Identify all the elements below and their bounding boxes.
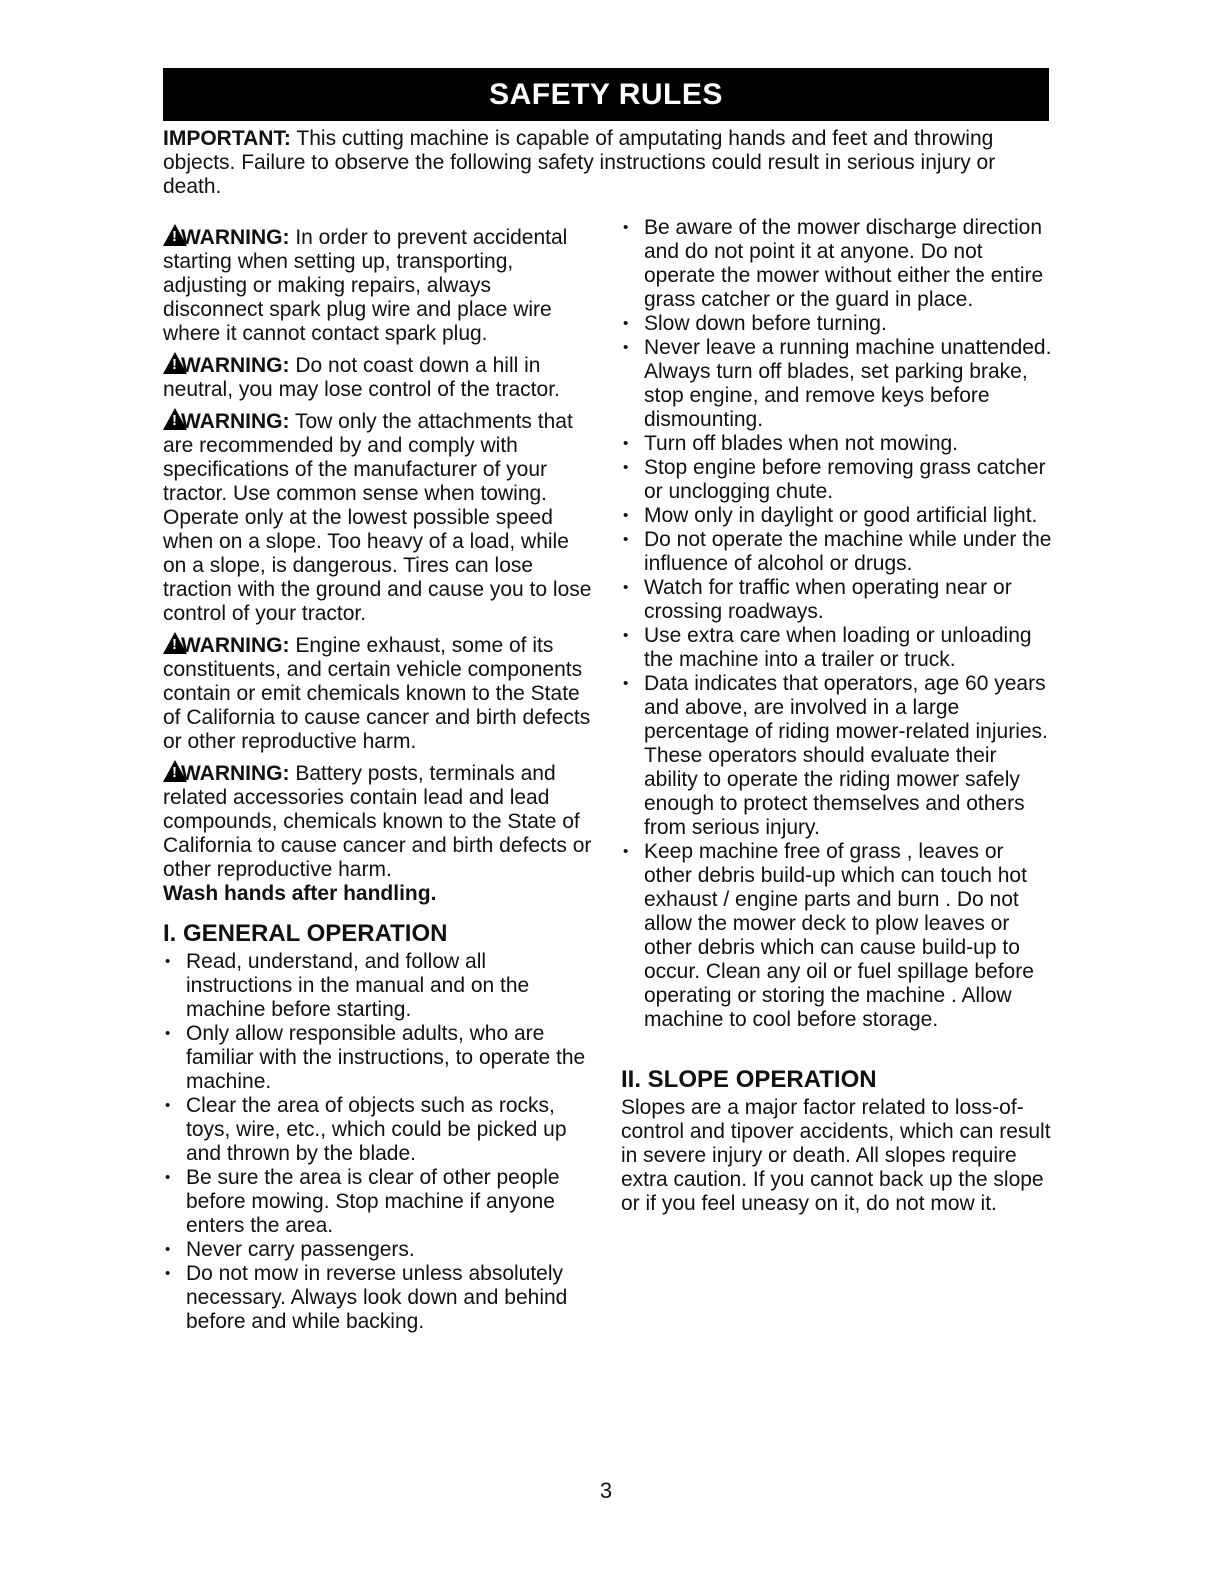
warning-label: WARNING: (181, 354, 290, 377)
warning-label: WARNING: (181, 410, 290, 433)
slope-operation-text: Slopes are a major factor related to loss-of-control and tipover accidents, which can result in severe injury or death. All slopes require extra caution. If you cannot back up the slope or if you feel uneasy on it, do not mow it. (621, 1096, 1051, 1215)
warning-text: Tow only the attachments that are recommended by and comply with specifications of the manufacturer of your tractor. Use common sense when towing. Operate only at the lowest possible speed when on a slope. Too heavy of a load, while on a slope, is dangerous. Tires can lose traction with the ground and cause you to lose control of your tractor. (163, 410, 592, 625)
page-number: 3 (599, 1478, 613, 1503)
list-item: • Clear the area of objects such as rocks, toys, wire, etc., which could be picked up and thrown by the blade. (163, 1094, 595, 1166)
warning-block (163, 352, 595, 402)
list-item: • Do not mow in reverse unless absolutely necessary. Always look down and behind before and while backing. (163, 1262, 595, 1334)
warning-label: WARNING: (181, 634, 290, 657)
list-item: • Use extra care when loading or unloading the machine into a trailer or truck. (621, 624, 1053, 672)
warning-block (163, 760, 595, 906)
warning-text: Do not coast down a hill in neutral, you may lose control of the tractor. (163, 354, 560, 401)
list-item: • Be aware of the mower discharge direction and do not point it at anyone. Do not operate the mower without either the entire grass catcher or the guard in place. (621, 216, 1053, 312)
page-title-bar (163, 68, 1049, 121)
wash-hands-notice: Wash hands after handling. (163, 882, 437, 905)
warning-text: Engine exhaust, some of its constituents, and certain vehicle components contain or emit chemicals known to the State of California to cause cancer and birth defects or other reproductive harm. (163, 634, 591, 753)
warning-label: WARNING: (181, 226, 290, 249)
right-column (621, 216, 1053, 1216)
warning-block (163, 224, 595, 346)
warning-triangle-icon: ! (163, 352, 187, 374)
list-item: • Keep machine free of grass , leaves or other debris build-up which can touch hot exhaust / engine parts and burn . Do not allow the mower deck to plow leaves or other debris which can cause build-up to occur. Clean any oil or fuel spillage before operating or storing the machine . Allow machine to cool before storage. (621, 840, 1053, 1032)
warning-block (163, 408, 595, 626)
list-item: • Stop engine before removing grass catcher or unclogging chute. (621, 456, 1053, 504)
warning-label: WARNING: (181, 762, 290, 785)
list-item: • Never carry passengers. (163, 1238, 595, 1262)
safety-list (621, 216, 1053, 1032)
slope-operation-heading: II. SLOPE OPERATION (621, 1066, 877, 1093)
list-item: • Mow only in daylight or good artificial light. (621, 504, 1053, 528)
list-item: • Watch for traffic when operating near or crossing roadways. (621, 576, 1053, 624)
warning-triangle-icon: ! (163, 632, 187, 654)
general-operation-list (163, 950, 595, 1334)
general-operation-heading: I. GENERAL OPERATION (163, 920, 448, 947)
important-notice (163, 127, 1043, 199)
list-item: • Never leave a running machine unattended. Always turn off blades, set parking brake, stop engine, and remove keys before dismounting. (621, 336, 1053, 432)
important-text: This cutting machine is capable of amputating hands and feet and throwing objects. Failure to observe the following safety instructions could result in serious injury or death. (163, 127, 996, 198)
warning-text: Battery posts, terminals and related accessories contain lead and lead compounds, chemicals known to the State of California to cause cancer and birth defects or other reproductive harm. (163, 762, 592, 881)
list-item: • Slow down before turning. (621, 312, 1053, 336)
warning-triangle-icon: ! (163, 760, 187, 782)
list-item: • Data indicates that operators, age 60 years and above, are involved in a large percentage of riding mower-related injuries. These operators should evaluate their ability to operate the riding mower safely enough to protect themselves and others from serious injury. (621, 672, 1053, 840)
list-item: • Read, understand, and follow all instructions in the manual and on the machine before starting. (163, 950, 595, 1022)
list-item: • Be sure the area is clear of other people before mowing. Stop machine if anyone enters the area. (163, 1166, 595, 1238)
list-item: • Turn off blades when not mowing. (621, 432, 1053, 456)
important-label: IMPORTANT: (163, 127, 291, 150)
warning-triangle-icon: ! (163, 408, 187, 430)
warning-block (163, 632, 595, 754)
warning-text: In order to prevent accidental starting when setting up, transporting, adjusting or making repairs, always disconnect spark plug wire and place wire where it cannot contact spark plug. (163, 226, 568, 345)
list-item: • Only allow responsible adults, who are familiar with the instructions, to operate the machine. (163, 1022, 595, 1094)
left-column (163, 224, 595, 1334)
page-title: SAFETY RULES (489, 77, 723, 111)
warning-triangle-icon: ! (163, 224, 187, 246)
list-item: • Do not operate the machine while under the influence of alcohol or drugs. (621, 528, 1053, 576)
